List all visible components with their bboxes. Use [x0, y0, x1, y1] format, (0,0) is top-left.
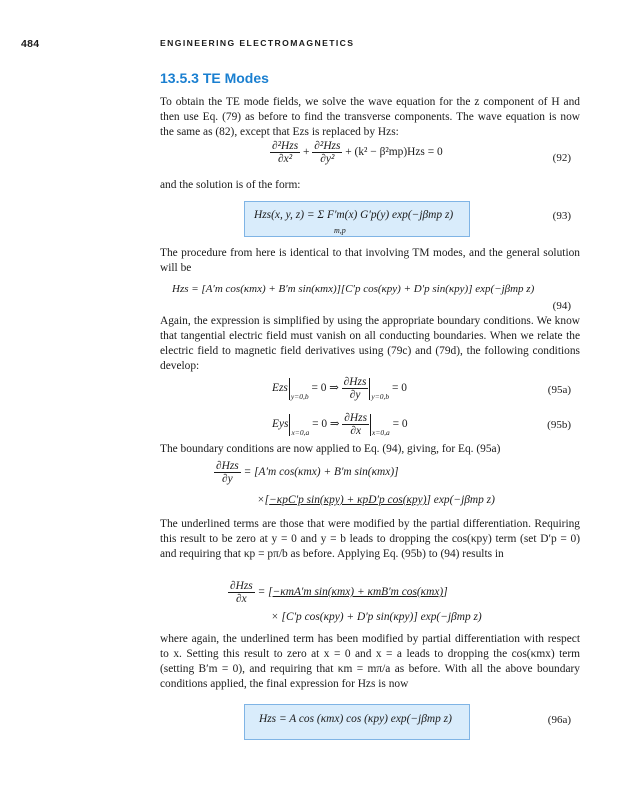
equation-number-96a: (96a) — [547, 714, 571, 726]
equation-dhdx-line2: × [C′p cos(κpy) + D′p sin(κpy)] exp(−jβmp z) — [271, 611, 482, 623]
equation-number-95a: (95a) — [547, 384, 571, 396]
fraction-dh-dy-2: $\frac{\text{∂Hzs}}{\partial y}$ — [216, 460, 239, 485]
fraction-dh-dx: $\frac{\text{∂Hzs}}{\partial x}$ — [344, 412, 368, 437]
equation-92: $\frac{\text{∂²Hzs}}{\text{∂x²}}$ + $\frac{\text{∂²Hzs}}{\text{∂y²}}$ + (k² − β²mp)Hzs = 0 — [272, 140, 443, 165]
equation-dhdy-line1: $\frac{\text{∂Hzs}}{\partial y}$ = [A′m cos(κmx) + B′m sin(κmx)] — [216, 460, 399, 485]
equation-number-95b: (95b) — [547, 419, 571, 431]
equation-93: Hzs(x, y, z) = Σ F′m(x) G′p(y) exp(−jβmp z) — [254, 209, 454, 221]
running-title: ENGINEERING ELECTROMAGNETICS — [160, 38, 355, 48]
underlined-term: −κpC′p sin(κpy) + κpD′p cos(κpy) — [269, 494, 427, 506]
underlined-term: −κmA′m sin(κmx) + κmB′m cos(κmx) — [272, 586, 444, 599]
paragraph-final-expression: where again, the underlined term has been modified by partial differentiation with respect to x. Setting this result to zero at x = 0 and x = a leads to dropping the cos(κmx) term (setting B′m = 0), and requiring that κm = mπ/a as before. With all the above boundary conditions applied, the final expression for Hzs is now — [160, 633, 580, 690]
paragraph-general-solution: The procedure from here is identical to that involving TM modes, and the general solution will be — [160, 247, 580, 274]
fraction-d2h-dx2: $\frac{\text{∂²Hzs}}{\text{∂x²}}$ — [272, 140, 299, 165]
paragraph-underlined-terms: The underlined terms are those that were modified by the partial differentiation. Requiring this result to be zero at y = 0 and y = b leads to dropping the cos(κpy) term (set D′p = 0) and requiring that κp = pπ/b as before. Applying Eq. (95b) to (94) results in — [160, 518, 580, 560]
fraction-dh-dy: $\frac{\text{∂Hzs}}{\partial y}$ — [343, 376, 367, 401]
section-title: 13.5.3 TE Modes — [160, 70, 269, 86]
page-number: 484 — [21, 38, 40, 50]
equation-number-93: (93) — [552, 210, 571, 222]
equation-number-94: (94) — [552, 300, 571, 312]
fraction-d2h-dy2: $\frac{\text{∂²Hzs}}{\text{∂y²}}$ — [314, 140, 341, 165]
equation-95b: Eys$_{x=0,a}$ = 0 ⇒ $\frac{\text{∂Hzs}}{\partial x}$ $_{x=0,a}$ = 0 — [272, 412, 408, 438]
equation-95a: Ezs$_{y=0,b}$ = 0 ⇒ $\frac{\text{∂Hzs}}{\partial y}$ $_{y=0,b}$ = 0 — [272, 376, 407, 402]
equation-dhdx-line1: $\frac{\text{∂Hzs}}{\partial x}$ = [−κmA′m sin(κmx) + κmB′m cos(κmx)] — [230, 580, 448, 605]
equation-96a: Hzs = A cos (κmx) cos (κpy) exp(−jβmp z) — [259, 713, 452, 725]
paragraph-intro: To obtain the TE mode fields, we solve the wave equation for the z component of H and then use Eq. (79) as before to find the transverse components. The wave equation is now the same as (82), except that Ezs is replaced by Hzs: — [160, 96, 580, 138]
fraction-dh-dx-2: $\frac{\text{∂Hzs}}{\partial x}$ — [230, 580, 253, 605]
equation-94: Hzs = [A′m cos(κmx) + B′m sin(κmx)][C′p cos(κpy) + D′p sin(κpy)] exp(−jβmp z) — [172, 283, 535, 295]
sum-index: m,p — [334, 226, 346, 235]
paragraph-solution-form: and the solution is of the form: — [160, 179, 301, 191]
equation-number-92: (92) — [552, 152, 571, 164]
paragraph-apply-94: The boundary conditions are now applied to Eq. (94), giving, for Eq. (95a) — [160, 443, 501, 455]
paragraph-boundary-conditions: Again, the expression is simplified by using the appropriate boundary conditions. We know that tangential electric field must vanish on all conducting boundaries. When we relate the electric field to magnetic field derivatives using (79c) and (79d), the following conditions develop: — [160, 315, 580, 372]
equation-dhdy-line2: ×[−κpC′p sin(κpy) + κpD′p cos(κpy)] exp(−jβmp z) — [257, 494, 495, 506]
